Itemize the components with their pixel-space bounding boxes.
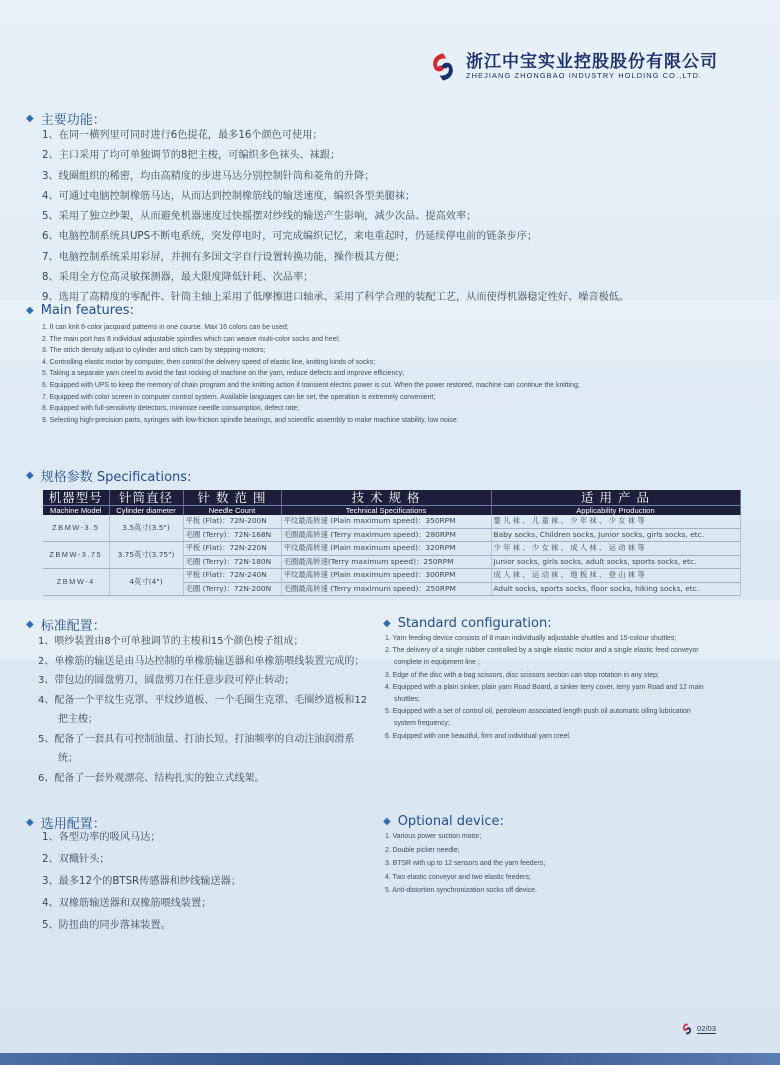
list-item: 5、采用了独立纱架，从而避免机器速度过快摇摆对纱线的输送产生影响，减少次品、提高效率； bbox=[42, 211, 477, 223]
list-item: 9. Selecting high-precision parts, syringes with low-friction spindle bearings, and scientific assembly to make machine stability, low noise. bbox=[42, 416, 459, 424]
list-item: 6. Equipped with UPS to keep the memory of chain program and the knitting action if transient electric power is cut. When the power restored, machine can continue the knitting; bbox=[42, 381, 580, 389]
application-en-cell: Adult socks, sports socks, floor socks, hiking socks, etc. bbox=[491, 582, 740, 596]
table-row bbox=[43, 515, 740, 528]
bottom-bar bbox=[0, 1053, 780, 1065]
list-item: 3、最多12个的BTSR传感器和纱线输送器； bbox=[42, 876, 242, 887]
cylinder-cell: 3.75英寸(3.75") bbox=[109, 542, 183, 569]
bullet-icon: ◆ bbox=[383, 618, 391, 629]
optional-device-cn-list bbox=[42, 827, 241, 937]
section-title-text: Optional device: bbox=[397, 814, 504, 829]
section-title-text: 选用配置： bbox=[40, 817, 106, 832]
page-number bbox=[680, 1022, 716, 1036]
list-item: 8、采用全方位高灵敏探测器，最大限度降低针耗、次品率； bbox=[42, 272, 314, 284]
needle-cell: 毛圈 (Terry)：72N-168N bbox=[183, 528, 281, 542]
list-item: 2. The main port has 8 individual adjustable spindles which can weave multi-color socks and heel; bbox=[42, 335, 340, 343]
list-item: 2、双檝针头； bbox=[42, 854, 110, 865]
column-header-application: 适 用 产 品 Applicability Production bbox=[491, 490, 740, 515]
list-item: 1. Yarn feeding device consists of 8 main individually adjustable shuttles and 15-colour shuttles; bbox=[385, 635, 677, 642]
needle-cell: 毛圈 (Terry)：72N-180N bbox=[183, 555, 281, 569]
model-cell: ZBMW-3.75 bbox=[43, 542, 109, 569]
list-item: 3. Edge of the disc with a bag scissors, disc scissors section can stop rotation in any step; bbox=[385, 671, 659, 679]
main-features-en-title bbox=[26, 303, 134, 318]
list-item: 6. Equipped with one beautiful, firm and individual yarn creel. bbox=[385, 732, 571, 740]
bullet-icon: ◆ bbox=[26, 817, 34, 828]
cylinder-cell: 4英寸(4") bbox=[109, 569, 183, 596]
list-item: 3. BTSR with up to 12 sensors and the yarn feeders; bbox=[385, 860, 546, 867]
tech-cell: 毛圈最高转速 (Terry maximum speed)：280RPM bbox=[281, 528, 491, 542]
page-number-text: 02/03 bbox=[697, 1024, 717, 1033]
list-item: 1、喂纱装置由8个可单独调节的主梭和15个颜色梭子组成； bbox=[38, 636, 304, 647]
company-logo-icon bbox=[426, 50, 460, 84]
list-item: 5. Taking a separate yarn creel to avoid the fast rocking of machine on the yarn, reduce defects and improve efficiency; bbox=[42, 370, 405, 378]
optional-device-en-list bbox=[385, 830, 705, 898]
bullet-icon: ◆ bbox=[26, 305, 34, 316]
list-item: 4. Equipped with a plain sinker, plain yarn Road Board, a sinker terry cover, terry yarn Road and 12 main shuttles; bbox=[385, 683, 704, 704]
tech-cell: 毛圈最高转速 (Terry maximum speed)：250RPM bbox=[281, 582, 491, 596]
main-features-cn-list bbox=[42, 126, 629, 309]
section-title-text: 标准配置： bbox=[40, 619, 106, 634]
table-header-row bbox=[43, 490, 740, 515]
list-item: 2. The delivery of a single rubber controlled by a single elastic motor and a single elastic feed conveyor complete in equipment line ; bbox=[385, 647, 699, 667]
list-item: 2、单橡筋的输送是由马达控制的单橡筋输送器和单橡筋喂线装置完成的； bbox=[38, 655, 365, 667]
application-en-cell: Junior socks, girls socks, adult socks, sports socks, etc. bbox=[491, 555, 740, 569]
section-title-text: Main features: bbox=[40, 303, 134, 318]
list-item: 6、配备了一套外观漂亮、结构扎实的独立式线架。 bbox=[38, 772, 265, 784]
list-item: 2、主口采用了均可单独调节的8把主梭，可编织多色袜头、袜跟； bbox=[42, 150, 341, 162]
needle-cell: 毛圈 (Terry)：72N-200N bbox=[183, 582, 281, 596]
list-item: 8. Equipped with full-sensitivity detectors, minimize needle consumption, defect rate; bbox=[42, 405, 299, 413]
company-name-en: ZHEJIANG ZHONGBAO INDUSTRY HOLDING CO.,LTD. bbox=[466, 71, 703, 80]
application-en-cell: Baby socks, Children socks, Junior socks, girls socks, etc. bbox=[491, 528, 740, 542]
list-item: 3、线圈组织的稀密，均由高精度的步进马达分别控制针筒和菱角的升降； bbox=[42, 170, 375, 182]
standard-config-cn-list bbox=[38, 632, 368, 788]
tech-cell: 平纹最高转速 (Plain maximum speed)：350RPM bbox=[281, 515, 491, 528]
section-title-text: 规格参数 Specifications: bbox=[40, 470, 192, 485]
column-header-model: 机器型号 Machine Model bbox=[43, 490, 109, 515]
list-item: 3、带包边的圆盘剪刀，圆盘剪刀在任意步段可停止转动； bbox=[38, 675, 295, 686]
column-header-cylinder: 针筒直径 Cylinder diameter bbox=[109, 490, 183, 515]
tech-cell: 平纹最高转速 (Plain maximum speed)：300RPM bbox=[281, 569, 491, 583]
application-cn-cell: 少年袜、少女袜、成人袜、运动袜等 bbox=[491, 542, 740, 556]
needle-cell: 平板 (Flat)：72N-240N bbox=[183, 569, 281, 583]
list-item: 4. Two elastic conveyor and two elastic feeders; bbox=[385, 873, 531, 881]
application-cn-cell: 成人袜、运动袜、地板袜、登山袜等 bbox=[491, 569, 740, 583]
standard-config-en-list bbox=[385, 633, 705, 743]
table-row bbox=[43, 569, 740, 583]
list-item: 6、电脑控制系统具UPS不断电系统，突发停电时，可完成编织记忆，来电重起时，仍延续停电前的链条步序； bbox=[42, 231, 538, 243]
column-header-technical: 技 术 规 格 Technical Specifications bbox=[281, 490, 491, 515]
main-features-en-list bbox=[42, 322, 732, 426]
list-item: 7. Equipped with color screen in computer control system. Available languages can be set, the operation is extremely convenient; bbox=[42, 393, 436, 401]
list-item: 1. It can knit 6-color jacquard patterns in one course. Max 16 colors can be used; bbox=[42, 324, 289, 331]
model-cell: ZBMW-4 bbox=[43, 569, 109, 596]
list-item: 4. Controlling elastic motor by computer, then control the delivery speed of elastic line, knitting kinds of socks; bbox=[42, 358, 376, 366]
column-header-needle: 针 数 范 围 Needle Count bbox=[183, 490, 281, 515]
list-item: 5. Equipped with a set of control oil, petroleum associated length push oil automatic oiling lubrication system frequency; bbox=[385, 708, 691, 728]
standard-config-en-title bbox=[383, 616, 552, 631]
company-logo bbox=[426, 50, 718, 84]
model-cell: ZBMW-3.5 bbox=[43, 515, 109, 542]
optional-device-en-title bbox=[383, 814, 504, 829]
table-row bbox=[43, 542, 740, 556]
list-item: 4、可通过电脑控制橡筋马达，从而达到控制橡筋线的输送速度，编织各型美腿袜； bbox=[42, 190, 416, 202]
specifications-title bbox=[26, 466, 191, 485]
needle-cell: 平板 (Flat)：72N-200N bbox=[183, 515, 281, 528]
bullet-icon: ◆ bbox=[26, 470, 34, 481]
list-item: 3. The stitch density adjust to cylinder and stitch cam by stepping-motors; bbox=[42, 347, 266, 355]
bullet-icon: ◆ bbox=[26, 113, 34, 124]
tech-cell: 平纹最高转速 (Plain maximum speed)：320RPM bbox=[281, 542, 491, 556]
list-item: 5、防扭曲的同步落袜装置。 bbox=[42, 920, 171, 931]
list-item: 4、配备一个平纹生克罩、平纹纱道板、一个毛圈生克罩、毛圈纱道板和12把主梭； bbox=[38, 694, 368, 725]
company-name-cn: 浙江中宝实业控股股份有限公司 bbox=[466, 52, 718, 72]
list-item: 7、电脑控制系统采用彩屏，并拥有多国文字自行设置转换功能，操作极其方便； bbox=[42, 251, 406, 263]
list-item: 1、在同一横列里可同时进行6色提花，最多16个颜色可使用； bbox=[42, 130, 323, 141]
needle-cell: 平板 (Flat)：72N-220N bbox=[183, 542, 281, 556]
tech-cell: 毛圈最高转速(Terry maximum speed)：250RPM bbox=[281, 555, 491, 569]
section-title-text: 主要功能： bbox=[40, 113, 106, 128]
bullet-icon: ◆ bbox=[26, 619, 34, 630]
bullet-icon: ◆ bbox=[383, 816, 391, 827]
list-item: 5、配备了一套具有可控制油量、打油长短、打油频率的自动注油润滑系统； bbox=[38, 733, 355, 764]
application-cn-cell: 婴儿袜、儿童袜、少年袜、少女袜等 bbox=[491, 515, 740, 528]
list-item: 5. Anti-distortion synchronization socks off device. bbox=[385, 887, 537, 894]
list-item: 2. Double picker needle; bbox=[385, 846, 460, 854]
list-item: 1. Various power suction motor; bbox=[385, 833, 482, 840]
section-title-text: Standard configuration: bbox=[397, 616, 552, 631]
cylinder-cell: 3.5英寸(3.5") bbox=[109, 515, 183, 542]
list-item: 9、选用了高精度的零配件、针筒主轴上采用了低摩擦进口轴承、采用了科学合理的装配工艺，从而使得机器稳定性好、噪音极低。 bbox=[42, 292, 630, 304]
list-item: 4、双橡筋输送器和双橡筋喂线装置； bbox=[42, 898, 212, 909]
list-item: 1、各型功率的吸风马达； bbox=[42, 832, 161, 843]
specifications-table bbox=[43, 490, 741, 596]
company-logo-icon bbox=[680, 1022, 694, 1036]
